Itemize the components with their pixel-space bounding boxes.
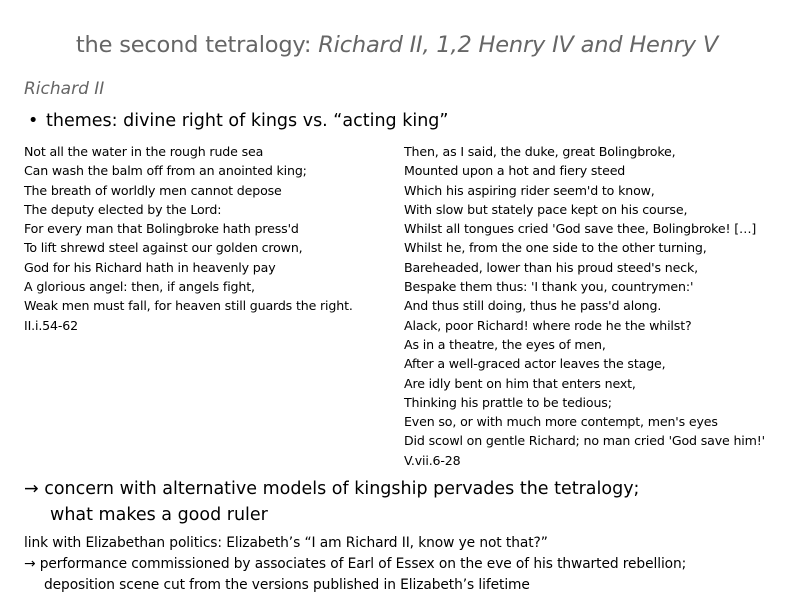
quote-right-line: Then, as I said, the duke, great Bolingbroke, — [404, 144, 676, 159]
link-note-line-2: → performance commissioned by associates of Earl of Essex on the eve of his thwarted rebellion; — [24, 556, 687, 572]
link-note-line-1: link with Elizabethan politics: Elizabeth’s “I am Richard II, know ye not that?” — [24, 535, 548, 551]
conclusion-line-1: → concern with alternative models of kingship pervades the tetralogy; — [24, 479, 640, 499]
quote-left-line: To lift shrewd steel against our golden crown, — [24, 240, 303, 256]
quote-right-line: Mounted upon a hot and fiery steed — [404, 163, 626, 179]
quote-right-line: Which his aspiring rider seem'd to know, — [404, 182, 655, 198]
section-subheading: Richard II — [24, 79, 105, 99]
quote-left-line: For every man that Bolingbroke hath press'd — [24, 221, 299, 237]
quote-right-line: Even so, or with much more contempt, men's eyes — [404, 414, 718, 430]
quote-right-line: And thus still doing, thus he pass'd along. — [404, 298, 662, 314]
quote-right-line: Bespake them thus: 'I thank you, countrymen:' — [404, 279, 694, 295]
bullet-marker: • — [28, 111, 39, 131]
title-italic: Richard II, 1,2 Henry IV and Henry V — [318, 32, 719, 58]
quote-left-line: The breath of worldly men cannot depose — [24, 182, 282, 198]
quote-left-line: The deputy elected by the Lord: — [24, 201, 222, 217]
link-note-line-3: deposition scene cut from the versions published in Elizabeth’s lifetime — [44, 577, 530, 593]
quote-right-line: Whilst he, from the one side to the other turning, — [404, 240, 707, 256]
quote-right-line: Did scowl on gentle Richard; no man cried 'God save him!' — [404, 433, 765, 449]
quote-left-line: Can wash the balm off from an anointed king; — [24, 163, 307, 179]
quote-right-line: Whilst all tongues cried 'God save thee, Bolingbroke! […] — [404, 221, 757, 237]
themes-bullet — [28, 111, 448, 131]
quote-right-line: After a well-graced actor leaves the stage, — [404, 356, 666, 372]
quote-left-line: Weak men must fall, for heaven still guards the right. — [24, 298, 353, 314]
quote-right-line: As in a theatre, the eyes of men, — [404, 336, 606, 352]
link-note — [24, 533, 686, 596]
quote-right-line: V.vii.6-28 — [404, 452, 461, 468]
quote-left-line: God for his Richard hath in heavenly pay — [24, 259, 276, 275]
conclusion-line-2: what makes a good ruler — [50, 505, 268, 525]
quote-left-line: A glorious angel: then, if angels fight, — [24, 279, 255, 295]
quote-right — [404, 142, 765, 470]
quote-right-line: Bareheaded, lower than his proud steed's neck, — [404, 259, 698, 275]
quote-right-line: Alack, poor Richard! where rode he the whilst? — [404, 317, 692, 333]
quote-left-line: Not all the water in the rough rude sea — [24, 144, 264, 159]
conclusion — [24, 476, 639, 528]
quote-right-line: With slow but stately pace kept on his course, — [404, 201, 688, 217]
title-plain: the second tetralogy: — [75, 32, 319, 58]
quote-left — [24, 142, 353, 335]
bullet-text: themes: divine right of kings vs. “acting king” — [46, 111, 449, 131]
quote-right-line: Are idly bent on him that enters next, — [404, 375, 636, 391]
slide-title — [0, 32, 794, 58]
quote-right-line: Thinking his prattle to be tedious; — [404, 394, 612, 410]
quote-left-line: II.i.54-62 — [24, 317, 79, 333]
